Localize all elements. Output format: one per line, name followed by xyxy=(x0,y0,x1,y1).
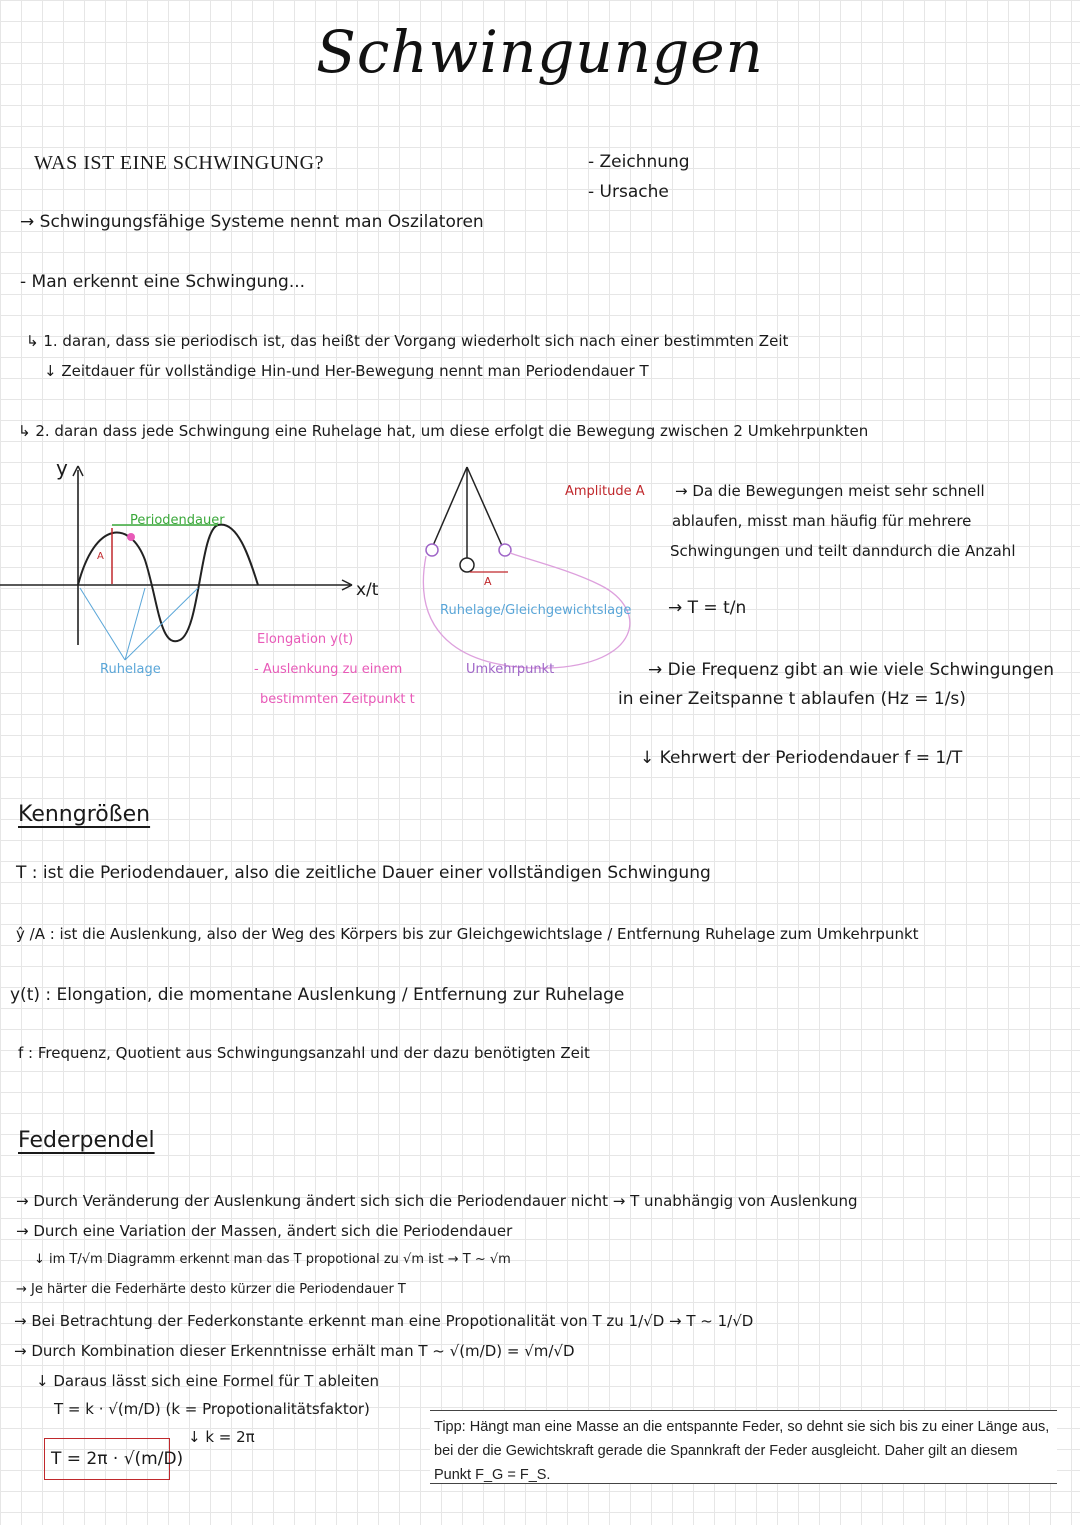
graph-x-label: x/t xyxy=(356,580,379,600)
kenngroesse-a: ŷ /A : ist die Auslenkung, also der Weg des Körpers bis zur Gleichgewichtslage / Entfernung Ruhelage zum Umkehrpunkt xyxy=(16,925,919,943)
note-kehrwert: ↓ Kehrwert der Periodendauer f = 1/T xyxy=(640,748,963,768)
feder-line-7: ↓ Daraus lässt sich eine Formel für T ableiten xyxy=(36,1372,380,1390)
pendulum-left-bob xyxy=(426,544,438,556)
note-measure-1: → Da die Bewegungen meist sehr schnell xyxy=(675,482,985,500)
note-measure-2: ablaufen, misst man häufig für mehrere xyxy=(672,512,972,530)
feder-line-9: ↓ k = 2π xyxy=(188,1428,255,1446)
line-erkennt: - Man erkennt eine Schwingung... xyxy=(20,272,306,292)
feder-line-1: → Durch Veränderung der Auslenkung ändert sich sich die Periodendauer nicht → T unabhängig von Auslenkung xyxy=(16,1192,858,1210)
elongation-point xyxy=(127,533,135,541)
page-title: Schwingungen xyxy=(316,18,764,86)
note-frequenz-1: → Die Frequenz gibt an wie viele Schwingungen xyxy=(648,660,1055,680)
label-umkehrpunkt: Umkehrpunkt xyxy=(466,662,555,677)
point-ruhelage: ↳ 2. daran dass jede Schwingung eine Ruhelage hat, um diese erfolgt die Bewegung zwischen 2 Umkehrpunkten xyxy=(18,422,869,440)
pendulum-right-bob xyxy=(499,544,511,556)
kenngroesse-yt: y(t) : Elongation, die momentane Auslenkung / Entfernung zur Ruhelage xyxy=(10,985,625,1005)
point-periodisch: ↳ 1. daran, dass sie periodisch ist, das heißt der Vorgang wiederholt sich nach einer bestimmten Zeit xyxy=(26,332,789,350)
label-elongation: Elongation y(t) xyxy=(257,632,354,647)
label-pendulum-a: A xyxy=(484,575,492,588)
label-amplitude: Amplitude A xyxy=(565,484,645,499)
point-periodendauer: ↓ Zeitdauer für vollständige Hin-und Her-Bewegung nennt man Periodendauer T xyxy=(44,362,649,380)
heading-kenngroessen: Kenngrößen xyxy=(18,802,151,827)
feder-line-2: → Durch eine Variation der Massen, ändert sich die Periodendauer xyxy=(16,1222,513,1240)
note-zeichnung: - Zeichnung xyxy=(588,152,690,172)
note-measure-3: Schwingungen und teilt danndurch die Anzahl xyxy=(670,542,1016,560)
feder-line-5: → Bei Betrachtung der Federkonstante erkennt man eine Propotionalität von T zu 1/√D → T ~ 1/√D xyxy=(14,1312,754,1330)
label-amplitude-small: A xyxy=(97,551,104,562)
label-zeitpunkt: bestimmten Zeitpunkt t xyxy=(260,692,415,707)
pendulum-center-bob xyxy=(460,558,474,572)
feder-line-6: → Durch Kombination dieser Erkenntnisse erhält man T ~ √(m/D) = √m/√D xyxy=(14,1342,575,1360)
label-periodendauer: Periodendauer xyxy=(130,513,225,528)
note-ursache: - Ursache xyxy=(588,182,669,202)
section-heading-was-ist: WAS IST EINE SCHWINGUNG? xyxy=(34,152,324,174)
feder-line-4: → Je härter die Federhärte desto kürzer die Periodendauer T xyxy=(16,1282,406,1297)
line-oszilatoren: → Schwingungsfähige Systeme nennt man Oszilatoren xyxy=(20,212,484,232)
graph-y-label: y xyxy=(56,456,68,480)
kenngroesse-f: f : Frequenz, Quotient aus Schwingungsanzahl und der dazu benötigten Zeit xyxy=(18,1044,590,1062)
final-formula: T = 2π · √(m/D) xyxy=(51,1449,184,1469)
tip-box: Tipp: Hängt man eine Masse an die entspannte Feder, so dehnt sie sich bis zu einer Länge aus, bei der die Gewichtskraft gerade die Spannkraft der Feder ausgleicht. Daher gilt an diesem Punkt F_G = F_S. xyxy=(430,1410,1057,1484)
formula-period: → T = t/n xyxy=(668,598,747,618)
feder-line-3: ↓ im T/√m Diagramm erkennt man das T propotional zu √m ist → T ~ √m xyxy=(34,1252,511,1267)
note-frequenz-2: in einer Zeitspanne t ablaufen (Hz = 1/s) xyxy=(618,689,966,709)
feder-line-8: T = k · √(m/D) (k = Propotionalitätsfaktor) xyxy=(54,1400,370,1418)
heading-federpendel: Federpendel xyxy=(18,1128,155,1153)
final-formula-box xyxy=(44,1438,184,1480)
label-ruhelage: Ruhelage xyxy=(100,662,161,677)
sine-wave xyxy=(78,525,258,642)
label-auslenkung: - Auslenkung zu einem xyxy=(254,662,403,677)
label-gleichgewichtslage: Ruhelage/Gleichgewichtslage xyxy=(440,603,632,618)
kenngroesse-t: T : ist die Periodendauer, also die zeitliche Dauer einer vollständigen Schwingung xyxy=(16,863,711,883)
